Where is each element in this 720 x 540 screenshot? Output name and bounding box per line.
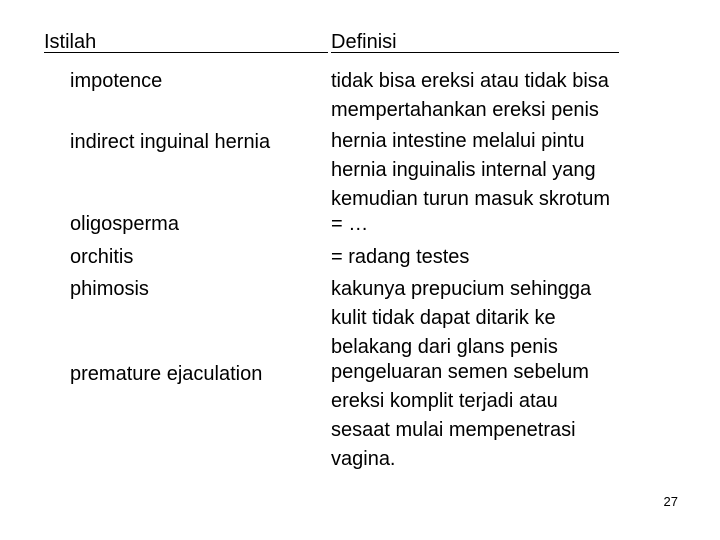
definition-line: = radang testes: [331, 246, 470, 268]
definition-phimosis: [331, 275, 691, 362]
definition-line: kulit tidak dapat ditarik ke: [331, 307, 556, 329]
definition-orchitis: [331, 243, 691, 272]
term-phimosis: phimosis: [70, 278, 149, 300]
term-orchitis: orchitis: [70, 246, 134, 268]
definition-line: kemudian turun masuk skrotum: [331, 188, 611, 210]
term-impotence: impotence: [70, 70, 163, 92]
definition-line: = …: [331, 213, 369, 235]
term-column-header: Istilah: [44, 31, 97, 53]
definition-indirect-inguinal-hernia: [331, 127, 691, 214]
definition-line: belakang dari glans penis: [331, 336, 558, 358]
term-indirect-inguinal-hernia: indirect inguinal hernia: [70, 131, 271, 153]
definition-line: tidak bisa ereksi atau tidak bisa: [331, 70, 609, 92]
definition-column-header: Definisi: [331, 31, 397, 53]
page-number: 27: [663, 494, 678, 509]
term-premature-ejaculation: premature ejaculation: [70, 363, 263, 385]
definition-premature-ejaculation: [331, 358, 691, 474]
definition-line: hernia inguinalis internal yang: [331, 159, 596, 181]
term-oligosperma: oligosperma: [70, 213, 179, 235]
definition-line: ereksi komplit terjadi atau: [331, 390, 558, 412]
definition-line: vagina.: [331, 448, 396, 470]
definition-line: kakunya prepucium sehingga: [331, 278, 592, 300]
definition-line: hernia intestine melalui pintu: [331, 130, 585, 152]
definition-line: sesaat mulai mempenetrasi: [331, 419, 576, 441]
term-header-underline: [44, 52, 328, 53]
definition-impotence: [331, 67, 691, 125]
definition-line: mempertahankan ereksi penis: [331, 99, 599, 121]
definition-header-underline: [331, 52, 619, 53]
definition-oligosperma: [331, 210, 691, 239]
definition-line: pengeluaran semen sebelum: [331, 361, 589, 383]
